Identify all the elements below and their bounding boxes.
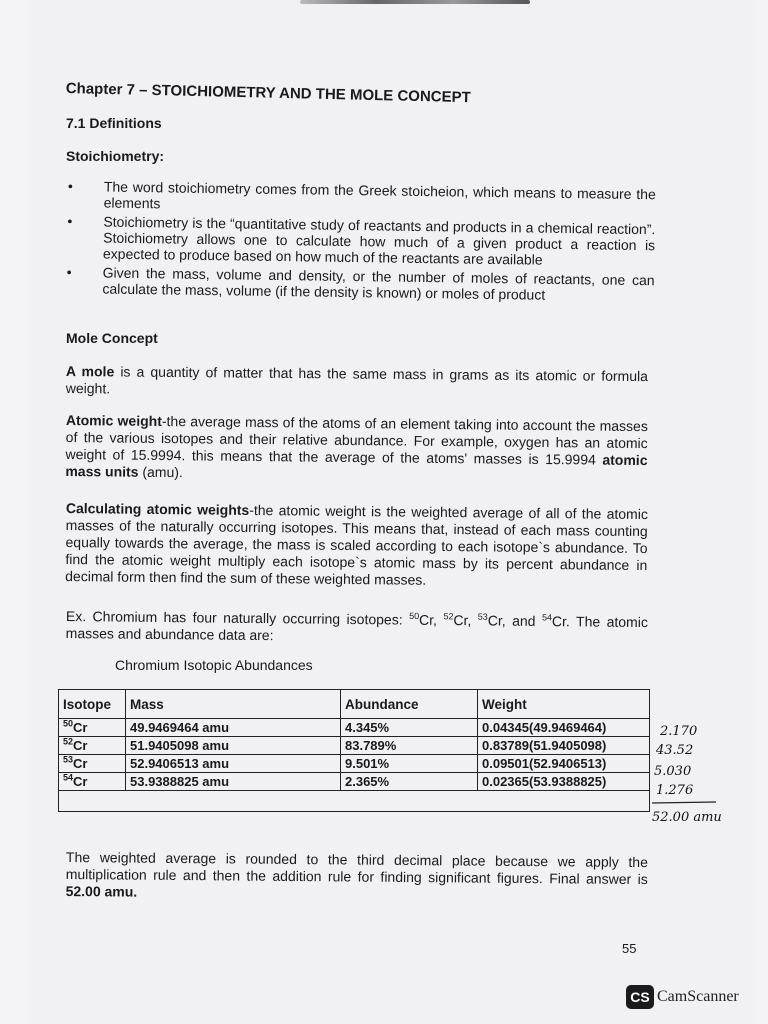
section-title: 7.1 Definitions [66,115,162,131]
camscanner-watermark [626,985,739,1009]
isotope-mass: 53 [63,754,74,765]
stoichiometry-heading: Stoichiometry: [66,148,165,164]
weight-cell: 0.09501(52.9406513) [478,755,650,773]
conclusion-paragraph [66,849,648,905]
mass-cell: 49.9469464 amu [126,719,341,737]
handwritten-total: 52.00 amu [652,810,722,825]
page-number: 55 [622,941,637,956]
example-intro: Ex. Chromium has four naturally occurring isotopes: [65,608,410,628]
isotope-element: Cr [73,774,88,789]
calc-paragraph [65,500,648,591]
mass-cell: 53.9388825 amu [126,773,341,791]
isotope-element: Cr [73,756,88,771]
abundance-cell: 83.789% [341,737,478,755]
table-header-row [59,690,650,719]
abundance-cell: 4.345% [341,719,478,737]
camscanner-logo-icon: CS [626,985,654,1009]
mole-term: A mole [65,363,115,380]
table-caption: Chromium Isotopic Abundances [115,657,313,673]
column-header: Isotope [59,690,126,719]
final-answer: 52.00 amu. [65,882,138,900]
bullet-item: • The word stoichiometry comes from the Greek stoicheion, which means to measure the elements [66,178,656,218]
isotope-mass: 54 [63,772,74,783]
isotope-mass: 52 [443,611,454,622]
table-row [59,791,650,812]
conclusion-text: The weighted average is rounded to the third decimal place because we apply the multiplication rule and then the addition rule for finding significant figures. Final answer is [65,849,648,888]
isotope-element: Cr [453,612,468,629]
atomic-weight-term: Atomic weight [65,412,162,430]
mass-cell: 52.9406513 amu [126,755,341,773]
separator: , [467,612,478,629]
mass-cell: 51.9405098 amu [126,737,341,755]
table-row [59,737,650,755]
isotope-mass: 50 [63,718,74,729]
handwritten-note: 1.276 [656,783,694,798]
handwritten-note: 2.170 [660,724,698,739]
table-row [59,755,650,773]
isotope-element: Cr [419,611,434,628]
column-header: Abundance [341,690,478,719]
table-row [59,719,650,737]
chapter-title: Chapter 7 – STOICHIOMETRY AND THE MOLE CONCEPT [65,80,471,107]
amu-end: (amu). [138,463,183,481]
calc-definition: -the atomic weight is the weighted average of all of the atomic masses of the naturally occurring isotopes. This means that, instead of each mass counting equally towards the average, the mass is scaled according to each isotope`s abundance. To find the atomic weight multiply each isotope`s atomic mass by its percent abundance in decimal form then find the sum of these weighted masses. [65,501,648,588]
isotope-mass: 50 [409,610,420,622]
abundance-cell: 9.501% [341,755,478,773]
separator: , and [501,612,543,629]
atomic-weight-definition: -the average mass of the atoms of an element taking into account the masses of the various isotopes and their relative abundance. For example, oxygen has an atomic weight of 15.9994. this means that the average of the atoms' masses is 15.9994 [65,413,648,468]
table-row [59,773,650,791]
isotope-cell [59,737,126,755]
mole-paragraph [66,363,648,402]
example-tail: . The atomic masses and abundance data are: [65,613,648,644]
isotope-mass: 53 [477,611,488,622]
isotope-cell [59,773,126,791]
isotope-cell [59,719,126,737]
weight-cell: 0.83789(51.9405098) [478,737,650,755]
isotope-element: Cr [551,613,567,630]
bullet-item: • Stoichiometry is the “quantitative study of reactants and products in a chemical reaction”. Stoichiometry allows one to calculate how much of a given product a reaction is expected to produce based on how much of the reactants are available [65,213,656,269]
weight-cell: 0.04345(49.9469464) [478,719,650,737]
abundance-cell: 2.365% [341,773,478,791]
bullet-item: • Given the mass, volume and density, or the number of moles of reactants, one can calculate the mass, volume (if the density is known) or moles of product [64,264,654,304]
mole-definition: is a quantity of matter that has the same mass in grams as its atomic or formula weight. [65,363,648,397]
isotope-element: Cr [487,612,502,629]
weight-cell: 0.02365(53.9388825) [478,773,650,791]
isotope-mass: 52 [63,736,74,747]
separator: , [433,611,444,628]
amu-term: atomic mass units [65,451,648,480]
empty-total-cell [59,791,650,812]
handwritten-note: 5.030 [654,764,692,779]
handwritten-note: 43.52 [656,743,694,758]
isotope-element: Cr [73,738,88,753]
column-header: Mass [126,690,341,719]
camscanner-text: CamScanner [657,988,739,1005]
column-header: Weight [478,690,650,719]
handwritten-sum-line [650,800,720,806]
isotope-mass: 54 [541,612,553,623]
scan-edge-mark [300,0,530,4]
isotope-element: Cr [73,720,88,735]
isotope-table [58,689,650,812]
atomic-weight-paragraph [65,412,648,486]
calc-term: Calculating atomic weights [65,500,250,518]
isotope-cell [59,755,126,773]
mole-concept-heading: Mole Concept [66,330,158,346]
bullet-list [64,178,656,307]
example-paragraph [66,608,648,648]
